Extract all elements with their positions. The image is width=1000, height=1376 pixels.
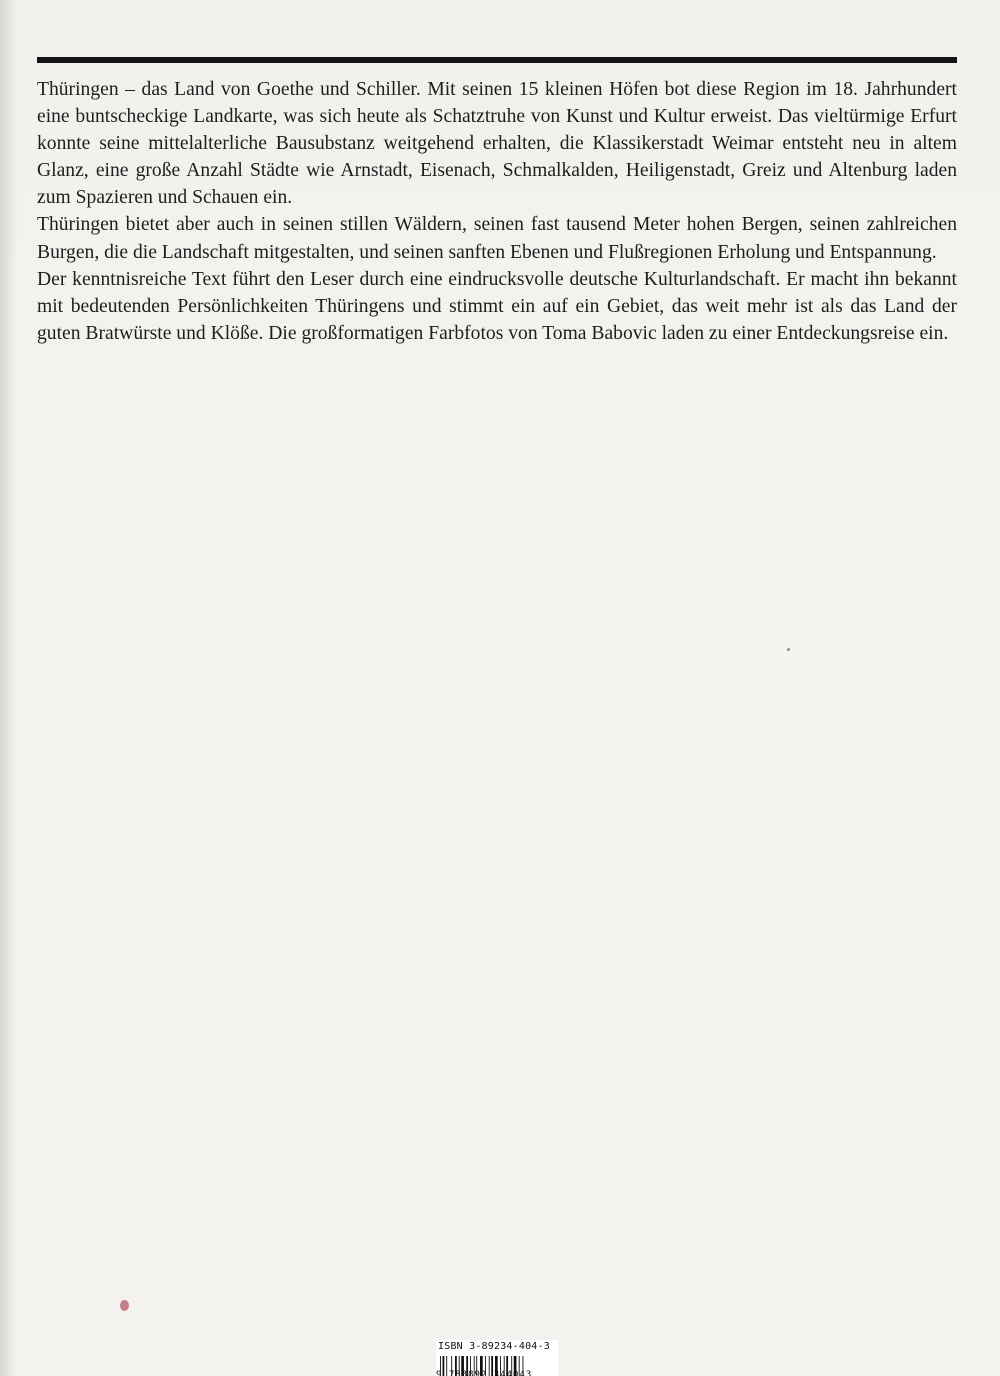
barcode-digits: 9 783892 344043	[436, 1370, 533, 1376]
paper-speck	[120, 1300, 129, 1311]
isbn-label: ISBN 3-89234-404-3	[438, 1341, 550, 1352]
blurb-text	[37, 76, 957, 347]
paper-speck	[787, 648, 790, 651]
spine-shadow	[0, 0, 18, 1376]
blurb-paragraph-1: Thüringen – das Land von Goethe und Schiller. Mit seinen 15 kleinen Höfen bot diese Region im 18. Jahrhundert eine buntscheckige Landkarte, was sich heute als Schatztruhe von Kunst und Kultur erweist. Das vieltürmige Erfurt konnte seine mittelalterliche Bausubstanz weitgehend erhalten, die Klassikerstadt Weimar entsteht neu in altem Glanz, eine große Anzahl Städte wie Arnstadt, Eisenach, Schmalkalden, Heiligenstadt, Greiz und Altenburg laden zum Spazieren und Schauen ein.	[37, 79, 957, 209]
blurb-paragraph-3: Der kenntnisreiche Text führt den Leser durch eine eindrucksvolle deutsche Kulturlandschaft. Er macht ihn bekannt mit bedeutenden Persönlichkeiten Thüringens und stimmt ein auf ein Gebiet, das weit mehr ist als das Land der guten Bratwürste und Klöße. Die großformatigen Farbfotos von Toma Babovic laden zu einer Entdeckungsreise ein.	[37, 268, 957, 344]
isbn-barcode-block	[436, 1340, 558, 1376]
top-rule	[37, 57, 957, 63]
blurb-paragraph-2: Thüringen bietet aber auch in seinen stillen Wäldern, seinen fast tausend Meter hohen Bergen, seinen zahlreichen Burgen, die die Landschaft mitgestalten, und seinen sanften Ebenen und Flußregionen Erholung und Entspannung.	[37, 214, 957, 263]
